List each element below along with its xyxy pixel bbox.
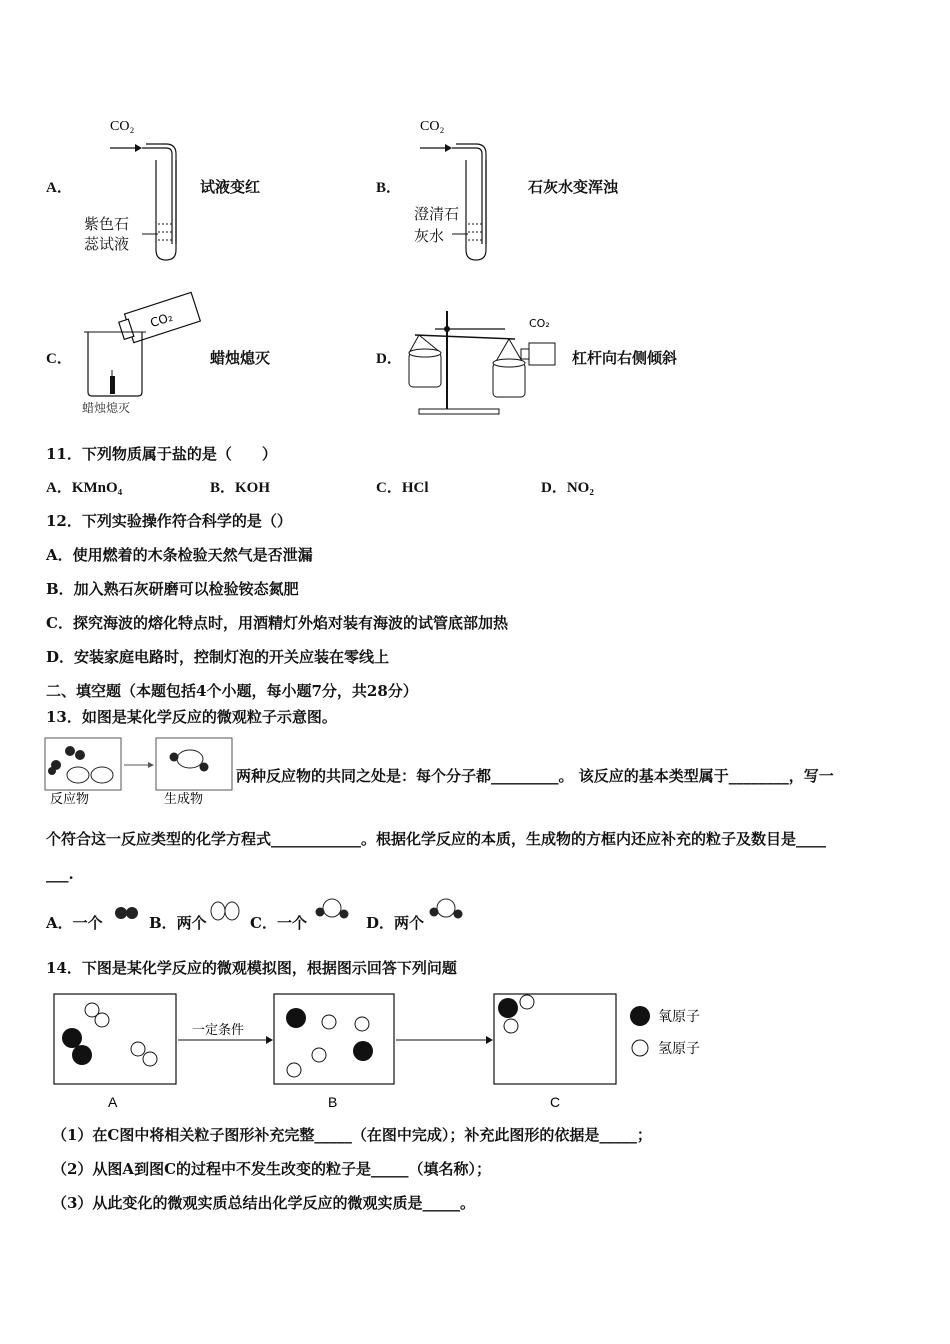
co2-label: CO₂: [110, 119, 135, 134]
legend-oxygen: 氧原子: [658, 1009, 700, 1025]
option-b-result: 石灰水变浑浊: [528, 178, 619, 196]
molecule-icon: [426, 896, 466, 922]
option-b-letter: B．: [376, 180, 402, 196]
option-a-letter: A．: [46, 180, 72, 196]
q12-option-d: D．安装家庭电路时，控制灯泡的开关应装在零线上: [46, 648, 390, 666]
section-heading: 二、填空题（本题包括4个小题，每小题7分，共28分）: [46, 682, 418, 700]
q11-option-d: D．NO₂: [541, 480, 594, 496]
option-c-result: 蜡烛熄灭: [210, 349, 271, 367]
option-a-result: 试液变红: [200, 178, 261, 196]
q12-option-c: C．探究海波的熔化特点时，用酒精灯外焰对装有海波的试管底部加热: [46, 614, 508, 632]
q14-sub3: （3）从此变化的微观实质总结出化学反应的微观实质是_____。: [52, 1194, 475, 1212]
box-a-label: A: [108, 1094, 118, 1110]
q14-sub2: （2）从图A到图C的过程中不发生改变的粒子是_____（填名称）；: [52, 1160, 492, 1178]
legend-hydrogen: 氢原子: [658, 1041, 700, 1057]
condition-label: 一定条件: [192, 1023, 245, 1038]
option-c-letter: C．: [46, 351, 72, 367]
product-label: 生成物: [164, 792, 204, 807]
svg-text:CO₂: CO₂: [529, 317, 550, 330]
two-white-atoms-icon: [208, 900, 242, 922]
molecule-icon: [312, 896, 352, 922]
two-black-atoms-icon: [113, 904, 141, 922]
q11-stem: 11．下列物质属于盐的是（ ）: [46, 445, 277, 463]
limewater-label: 澄清石 灰水: [414, 205, 460, 245]
q14-sub1: （1）在C图中将相关粒子图形补充完整_____（在图中完成）；补充此图形的依据是_____；: [52, 1126, 652, 1144]
option-d-letter: D．: [376, 351, 402, 367]
q11-option-a: A．KMnO₄: [46, 480, 123, 496]
q13-line3: ___.: [46, 865, 74, 883]
q11-option-c: C．HCl: [376, 480, 429, 496]
candle-caption: 蜡烛熄灭: [82, 401, 131, 415]
q12-stem: 12．下列实验操作符合科学的是（）: [46, 512, 292, 530]
reactant-label: 反应物: [50, 792, 90, 807]
q13-stem: 13．如图是某化学反应的微观粒子示意图。: [46, 708, 337, 726]
box-b-label: B: [328, 1094, 338, 1110]
q12-option-a: A．使用燃着的木条检验天然气是否泄漏: [46, 546, 313, 564]
q13-option-a: A．一个: [46, 914, 103, 932]
co2-label: CO₂: [420, 119, 445, 134]
reaction-simulation-diagram: [52, 992, 732, 1114]
q13-option-c: C．一个: [250, 914, 307, 932]
box-c-label: C: [550, 1094, 561, 1110]
q14-stem: 14．下图是某化学反应的微观模拟图，根据图示回答下列问题: [46, 959, 457, 977]
q13-line2: 个符合这一反应类型的化学方程式____________。根据化学反应的本质，生成物的方框内还应补充的粒子及数目是____: [46, 830, 827, 848]
litmus-label: 紫色石 蕊试液: [84, 215, 130, 253]
q12-option-b: B．加入熟石灰研磨可以检验铵态氮肥: [46, 580, 299, 598]
q13-option-b: B．两个: [149, 914, 207, 932]
q13-line1: 两种反应物的共同之处是：每个分子都_________。 该反应的基本类型属于________，写一: [236, 767, 834, 785]
option-d-result: 杠杆向右侧倾斜: [572, 349, 678, 367]
lever-balance-figure: [405, 305, 565, 420]
q11-option-b: B．KOH: [210, 480, 271, 496]
reaction-diagram: [44, 737, 236, 807]
q13-option-d: D．两个: [366, 914, 425, 932]
svg-text:CO₂: CO₂: [148, 309, 175, 331]
beaker-candle-figure: [78, 290, 208, 420]
